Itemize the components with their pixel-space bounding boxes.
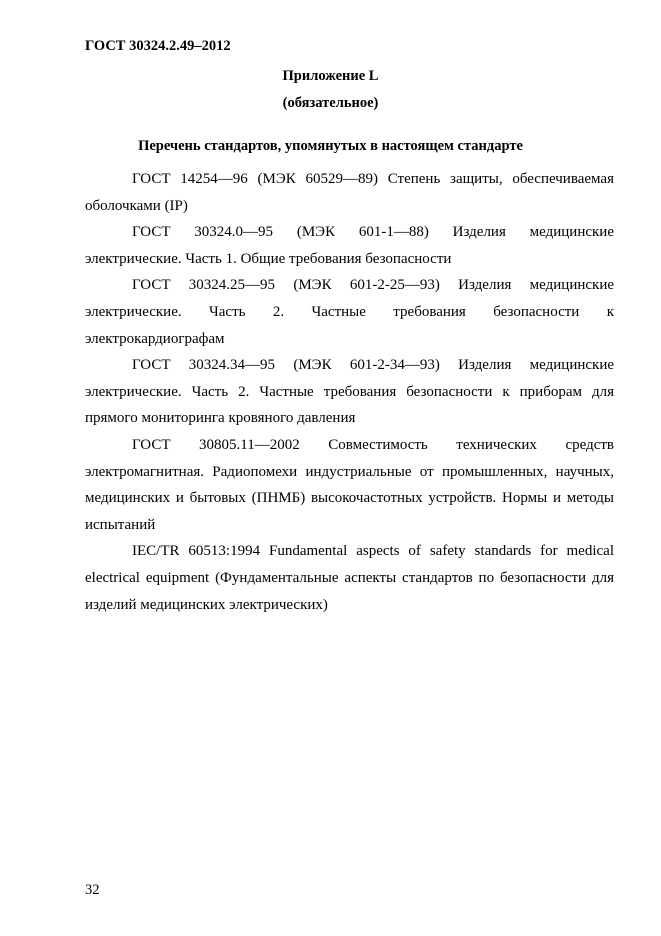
document-code: ГОСТ 30324.2.49–2012 xyxy=(85,38,231,54)
standard-entry-gost-30324-34: ГОСТ 30324.34—95 (МЭК 601-2-34—93) Изделия медицинские электрические. Часть 2. Частные требования безопасности к приборам для прямого мониторинга кровяного давления xyxy=(85,357,614,427)
standards-list xyxy=(85,166,614,618)
appendix-title: Приложение L xyxy=(282,68,379,84)
standards-list-heading: Перечень стандартов, упомянутых в настоящем стандарте xyxy=(138,138,523,154)
standard-entry-iec-tr-60513: IEC/TR 60513:1994 Fundamental aspects of safety standards for medical electrical equipment (Фундаментальные аспекты стандартов по безопасности для изделий медицинских электрических) xyxy=(85,543,614,613)
standard-entry-gost-30805-11: ГОСТ 30805.11—2002 Совместимость технических средств электромагнитная. Радиопомехи индустриальные от промышленных, научных, медицинских и бытовых (ПНМБ) высокочастотных устройств. Нормы и методы испытаний xyxy=(85,436,614,533)
standard-entry-gost-30324-0: ГОСТ 30324.0—95 (МЭК 601-1—88) Изделия медицинские электрические. Часть 1. Общие требования безопасности xyxy=(85,224,614,267)
standard-entry-gost-14254: ГОСТ 14254—96 (МЭК 60529—89) Степень защиты, обеспечиваемая оболочками (IP) xyxy=(85,171,614,214)
standard-entry-gost-30324-25: ГОСТ 30324.25—95 (МЭК 601-2-25—93) Изделия медицинские электрические. Часть 2. Частные требования безопасности к электрокардиографам xyxy=(85,277,614,347)
appendix-status: (обязательное) xyxy=(282,95,379,111)
page-number: 32 xyxy=(85,882,100,898)
